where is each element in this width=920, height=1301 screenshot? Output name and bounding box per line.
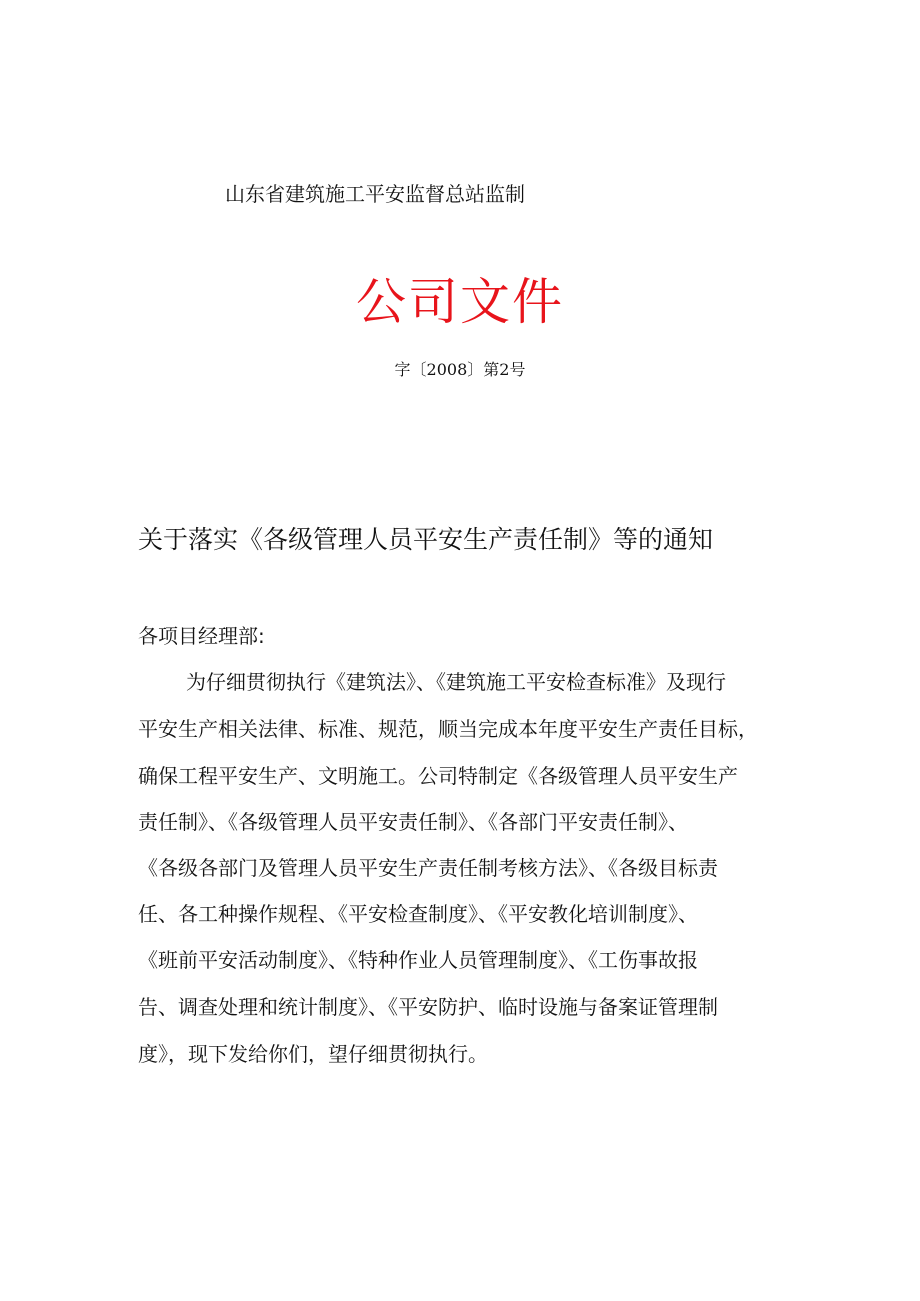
body-line: 责任制》、《各级管理人员平安责任制》、《各部门平安责任制》、	[138, 810, 688, 834]
body-line: 确保工程平安生产、文明施工。公司特制定《各级管理人员平安生产	[138, 764, 738, 788]
body-line: 《班前平安活动制度》、《特种作业人员管理制度》、《工伤事故报	[138, 948, 698, 972]
issuer-line: 山东省建筑施工平安监督总站监制	[225, 182, 525, 206]
document-number: 字〔2008〕第2号	[394, 360, 526, 379]
body-line: 任、各工种操作规程、《平安检查制度》、《平安教化培训制度》、	[138, 902, 698, 926]
document-heading: 公司文件	[356, 273, 564, 331]
body-line: 为仔细贯彻执行《建筑法》、《建筑施工平安检查标准》及现行	[186, 670, 726, 694]
body-line: 告、调查处理和统计制度》、《平安防护、临时设施与备案证管理制	[138, 995, 718, 1019]
salutation: 各项目经理部:	[138, 624, 265, 648]
notice-title: 关于落实《各级管理人员平安生产责任制》等的通知	[138, 525, 714, 554]
body-line: 度》，现下发给你们，望仔细贯彻执行。	[138, 1042, 488, 1066]
body-line: 平安生产相关法律、标准、规范，顺当完成本年度平安生产责任目标，	[138, 717, 758, 741]
body-line: 《各级各部门及管理人员平安生产责任制考核方法》、《各级目标责	[138, 856, 718, 880]
